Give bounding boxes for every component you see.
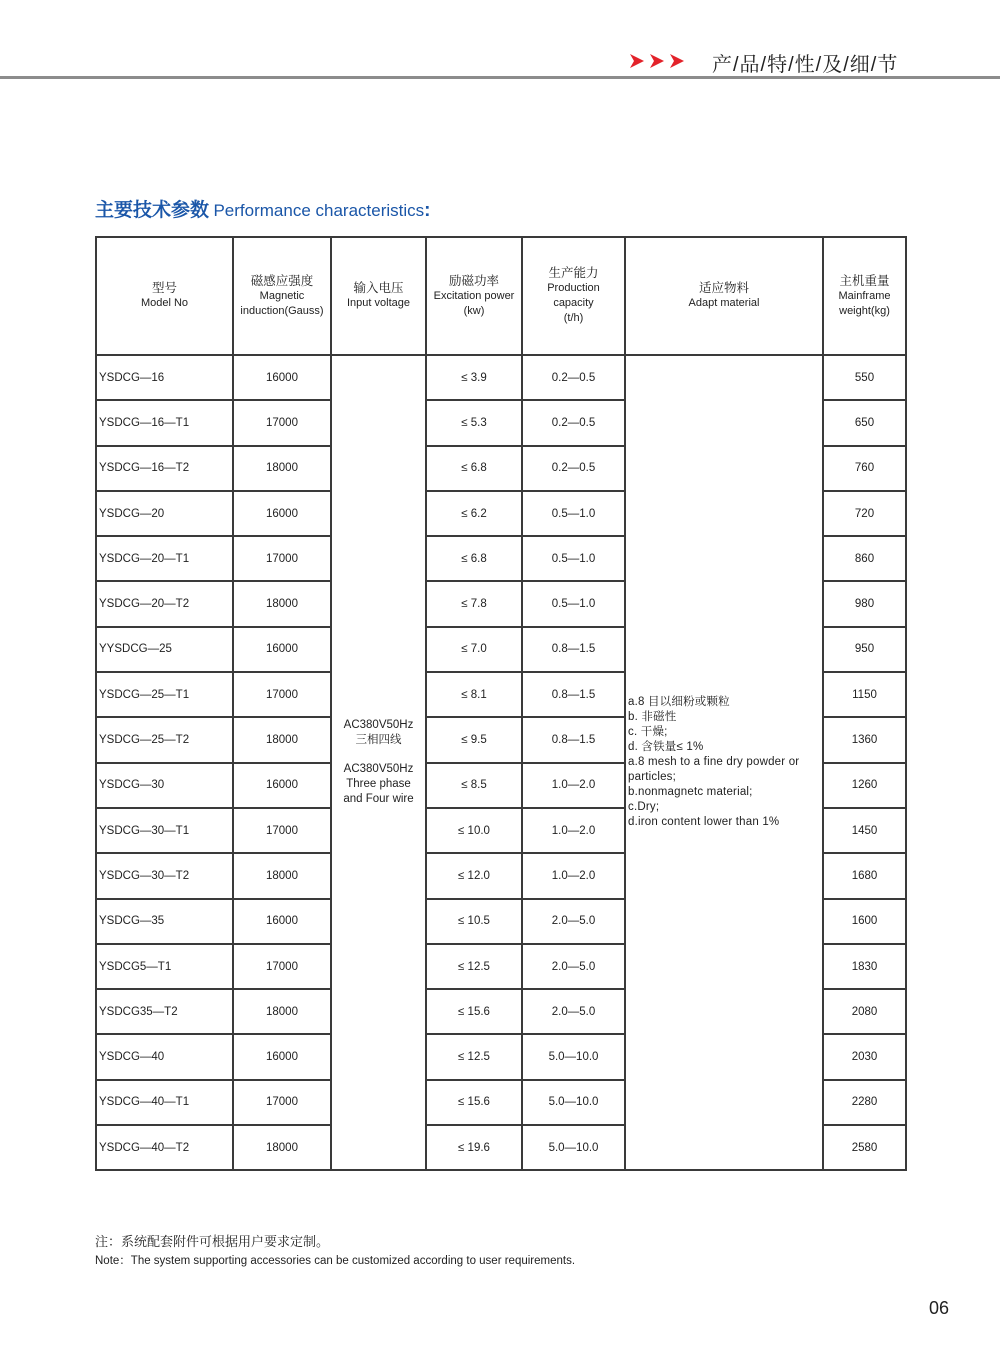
cell-power: ≤ 19.6 [426, 1125, 522, 1170]
header-voltage: 输入电压 Input voltage [331, 237, 426, 355]
cell-capacity: 1.0—2.0 [522, 808, 625, 853]
cell-induction: 18000 [233, 717, 331, 762]
cell-induction: 18000 [233, 989, 331, 1034]
cell-weight: 2030 [823, 1034, 906, 1079]
cell-induction: 17000 [233, 944, 331, 989]
cell-model: YSDCG—35 [96, 899, 233, 944]
cell-model: YSDCG—16 [96, 355, 233, 400]
footnote [95, 1231, 575, 1268]
cell-power: ≤ 9.5 [426, 717, 522, 762]
cell-capacity: 2.0—5.0 [522, 944, 625, 989]
cell-power: ≤ 6.2 [426, 491, 522, 536]
cell-weight: 860 [823, 536, 906, 581]
performance-table [95, 236, 907, 1171]
cell-power: ≤ 5.3 [426, 400, 522, 445]
cell-material: a.8 目以细粉或颗粒 b. 非磁性 c. 干燥; d. 含铁量≤ 1% a.8 mesh to a fine dry powder or particles; b.nonmagnetc material; c.Dry; d.iron content lower than 1% [625, 355, 823, 1170]
cell-power: ≤ 10.5 [426, 899, 522, 944]
cell-model: YSDCG—20—T2 [96, 581, 233, 626]
cell-weight: 1150 [823, 672, 906, 717]
cell-power: ≤ 12.0 [426, 853, 522, 898]
cell-weight: 760 [823, 446, 906, 491]
cell-capacity: 1.0—2.0 [522, 853, 625, 898]
cell-capacity: 0.5—1.0 [522, 581, 625, 626]
cell-capacity: 0.5—1.0 [522, 491, 625, 536]
cell-induction: 16000 [233, 899, 331, 944]
cell-model: YSDCG—30 [96, 763, 233, 808]
cell-induction: 18000 [233, 1125, 331, 1170]
header-model: 型号 Model No [96, 237, 233, 355]
cell-power: ≤ 7.0 [426, 627, 522, 672]
cell-power: ≤ 6.8 [426, 446, 522, 491]
section-title-en: Performance characteristics [213, 201, 425, 220]
cell-weight: 550 [823, 355, 906, 400]
cell-induction: 18000 [233, 853, 331, 898]
cell-induction: 16000 [233, 355, 331, 400]
cell-power: ≤ 15.6 [426, 1080, 522, 1125]
section-title-colon: : [424, 200, 431, 221]
cell-induction: 17000 [233, 808, 331, 853]
cell-weight: 1360 [823, 717, 906, 762]
cell-model: YSDCG—30—T1 [96, 808, 233, 853]
cell-capacity: 5.0—10.0 [522, 1034, 625, 1079]
cell-weight: 1450 [823, 808, 906, 853]
header-divider [0, 76, 1000, 79]
cell-capacity: 0.2—0.5 [522, 355, 625, 400]
header-weight: 主机重量 Mainframe weight(kg) [823, 237, 906, 355]
cell-power: ≤ 12.5 [426, 944, 522, 989]
cell-induction: 17000 [233, 400, 331, 445]
cell-capacity: 0.8—1.5 [522, 717, 625, 762]
cell-capacity: 2.0—5.0 [522, 989, 625, 1034]
cell-capacity: 0.2—0.5 [522, 400, 625, 445]
cell-capacity: 1.0—2.0 [522, 763, 625, 808]
cell-induction: 18000 [233, 446, 331, 491]
cell-model: YSDCG—25—T2 [96, 717, 233, 762]
cell-weight: 2580 [823, 1125, 906, 1170]
header-power: 励磁功率 Excitation power (kw) [426, 237, 522, 355]
section-title-cn: 主要技术参数 [95, 200, 210, 221]
cell-weight: 1830 [823, 944, 906, 989]
cell-voltage: AC380V50Hz 三相四线 AC380V50Hz Three phase and Four wire [331, 355, 426, 1170]
page-number: 06 [929, 1298, 950, 1318]
cell-capacity: 0.5—1.0 [522, 536, 625, 581]
cell-induction: 17000 [233, 536, 331, 581]
triple-arrow-icon [630, 51, 690, 71]
cell-power: ≤ 3.9 [426, 355, 522, 400]
cell-weight: 980 [823, 581, 906, 626]
cell-weight: 2280 [823, 1080, 906, 1125]
cell-model: YSDCG—30—T2 [96, 853, 233, 898]
cell-model: YSDCG—16—T2 [96, 446, 233, 491]
footnote-cn: 注：系统配套附件可根据用户要求定制。 [95, 1234, 330, 1249]
cell-induction: 17000 [233, 1080, 331, 1125]
cell-capacity: 5.0—10.0 [522, 1080, 625, 1125]
cell-capacity: 0.8—1.5 [522, 627, 625, 672]
cell-capacity: 5.0—10.0 [522, 1125, 625, 1170]
cell-model: YSDCG—16—T1 [96, 400, 233, 445]
cell-power: ≤ 6.8 [426, 536, 522, 581]
cell-model: YYSDCG—25 [96, 627, 233, 672]
cell-model: YSDCG—20—T1 [96, 536, 233, 581]
cell-power: ≤ 12.5 [426, 1034, 522, 1079]
cell-model: YSDCG—25—T1 [96, 672, 233, 717]
cell-power: ≤ 10.0 [426, 808, 522, 853]
cell-induction: 16000 [233, 1034, 331, 1079]
cell-induction: 18000 [233, 581, 331, 626]
cell-model: YSDCG35—T2 [96, 989, 233, 1034]
cell-weight: 720 [823, 491, 906, 536]
cell-induction: 16000 [233, 491, 331, 536]
cell-capacity: 2.0—5.0 [522, 899, 625, 944]
cell-capacity: 0.2—0.5 [522, 446, 625, 491]
cell-weight: 950 [823, 627, 906, 672]
section-title [95, 195, 430, 222]
table-header-row [96, 237, 906, 355]
cell-weight: 2080 [823, 989, 906, 1034]
cell-model: YSDCG—40 [96, 1034, 233, 1079]
cell-capacity: 0.8—1.5 [522, 672, 625, 717]
cell-power: ≤ 8.5 [426, 763, 522, 808]
header-induction: 磁感应强度 Magnetic induction(Gauss) [233, 237, 331, 355]
cell-weight: 650 [823, 400, 906, 445]
cell-induction: 17000 [233, 672, 331, 717]
cell-model: YSDCG—40—T2 [96, 1125, 233, 1170]
cell-model: YSDCG—40—T1 [96, 1080, 233, 1125]
cell-model: YSDCG5—T1 [96, 944, 233, 989]
cell-weight: 1260 [823, 763, 906, 808]
header-title: 产/品/特/性/及/细/节 [712, 54, 899, 76]
cell-power: ≤ 15.6 [426, 989, 522, 1034]
cell-weight: 1600 [823, 899, 906, 944]
cell-induction: 16000 [233, 627, 331, 672]
cell-power: ≤ 8.1 [426, 672, 522, 717]
footnote-en: Note：The system supporting accessories can be customized according to user requirements. [95, 1255, 576, 1267]
cell-power: ≤ 7.8 [426, 581, 522, 626]
cell-weight: 1680 [823, 853, 906, 898]
page-header [0, 0, 1000, 80]
cell-induction: 16000 [233, 763, 331, 808]
table-row [96, 355, 906, 400]
header-material: 适应物料 Adapt material [625, 237, 823, 355]
cell-model: YSDCG—20 [96, 491, 233, 536]
header-capacity: 生产能力 Production capacity (t/h) [522, 237, 625, 355]
